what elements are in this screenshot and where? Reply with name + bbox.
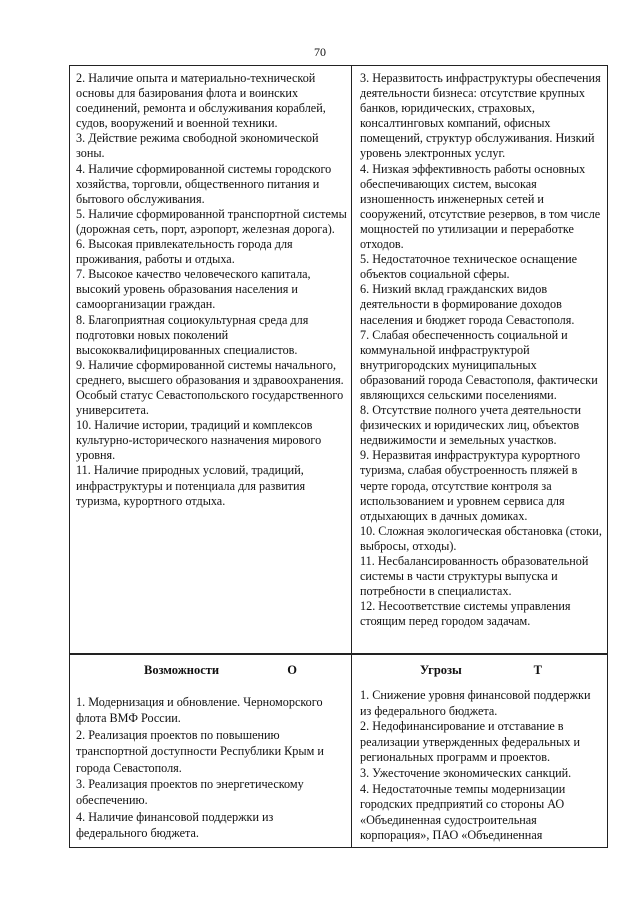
- strength-item: 6. Высокая привлекательность города для проживания, работы и отдыха.: [76, 237, 293, 267]
- strength-item: 9. Наличие сформированной системы начального, среднего, высшего образования и здравоохранения. Особый статус Севастопольского государственного университета.: [76, 357, 344, 418]
- swot-table: [69, 65, 608, 848]
- opportunities-cell: [70, 653, 352, 848]
- threat-item: 1. Снижение уровня финансовой поддержки из федерального бюджета.: [360, 688, 591, 718]
- weakness-item: 12. Несоответствие системы управления стоящим перед городом задачам.: [360, 599, 571, 629]
- opportunities-list: [70, 678, 351, 842]
- strength-item: 7. Высокое качество человеческого капитала, высокий уровень образования населения и самоорганизации граждан.: [76, 267, 311, 312]
- weakness-item: 6. Низкий вклад гражданских видов деятельности в формирование доходов населения и бюджет города Севастополя.: [360, 282, 575, 327]
- weakness-item: 3. Неразвитость инфраструктуры обеспечения деятельности бизнеса: отсутствие крупных банков, юридических, страховых, консалтинговых компаний, офисных помещений, структур обслуживания. Низкий уровень электронных услуг.: [360, 71, 601, 161]
- opportunities-header: [70, 655, 351, 678]
- strengths-cell: [70, 66, 352, 653]
- opportunity-item: 3. Реализация проектов по энергетическому обеспечению.: [76, 777, 304, 808]
- threats-letter: T: [533, 663, 542, 677]
- opportunity-item: 2. Реализация проектов по повышению транспортной доступности Республики Крым и города Севастополя.: [76, 727, 324, 775]
- strength-item: 11. Наличие природных условий, традиций, инфраструктуры и потенциала для развития туризма, курортного отдыха.: [76, 463, 306, 508]
- threat-item: 4. Недостаточные темпы модернизации городских предприятий со стороны АО «Объединенная судостроительная корпорация», ПАО «Объединенная: [360, 781, 566, 843]
- strength-item: 3. Действие режима свободной экономической зоны.: [76, 131, 319, 161]
- threats-list: [352, 678, 608, 844]
- weakness-item: 8. Отсутствие полного учета деятельности физических и юридических лиц, объектов недвижимости и земельных участков.: [360, 403, 582, 448]
- weakness-item: 7. Слабая обеспеченность социальной и коммунальной инфраструктурой внутригородских муниципальных образований города Севастополя, фактически являющихся сельскими поселениями.: [360, 327, 598, 402]
- strength-item: 10. Наличие истории, традиций и комплексов культурно-исторического назначения мирового уровня.: [76, 418, 322, 463]
- threats-title: Угрозы: [420, 663, 462, 677]
- page-number: 70: [314, 45, 326, 59]
- strength-item: 8. Благоприятная социокультурная среда для подготовки новых поколений высококвалифицированных специалистов.: [76, 312, 309, 357]
- weaknesses-cell: [352, 66, 608, 653]
- weakness-item: 11. Несбалансированность образовательной системы в части структуры выпуска и потребности в специалистах.: [360, 554, 589, 599]
- weakness-item: 9. Неразвитая инфраструктура курортного туризма, слабая обустроенность пляжей в черте города, отсутствие контроля за использованием и уровнем сервиса для отдыхающих в дачных домиках.: [360, 448, 581, 523]
- opportunity-item: 4. Наличие финансовой поддержки из федерального бюджета.: [76, 809, 274, 841]
- strengths-list: [70, 66, 351, 509]
- opportunities-letter: O: [287, 663, 297, 677]
- weakness-item: 4. Низкая эффективность работы основных обеспечивающих систем, высокая изношенность инженерных сетей и сооружений, отсутствие резервов, в том числе мощностей по утилизации и переработке отходов.: [360, 161, 601, 252]
- strength-item: 5. Наличие сформированной транспортной системы (дорожная сеть, порт, аэропорт, железная дорога).: [76, 206, 347, 236]
- weakness-item: 5. Недостаточное техническое оснащение объектов социальной сферы.: [360, 252, 578, 282]
- opportunities-title: Возможности: [144, 663, 220, 677]
- weakness-item: 10. Сложная экологическая обстановка (стоки, выбросы, отходы).: [360, 523, 602, 553]
- threat-item: 2. Недофинансирование и отставание в реализации утвержденных федеральных и региональных программ и проектов.: [360, 719, 580, 765]
- weaknesses-list: [352, 66, 608, 629]
- threat-item: 3. Ужесточение экономических санкций.: [360, 765, 572, 780]
- strength-item: 4. Наличие сформированной системы городского хозяйства, торговли, общественного питания и бытового обслуживания.: [76, 161, 332, 206]
- threats-cell: [352, 653, 608, 848]
- threats-header: [352, 655, 608, 678]
- strength-item: 2. Наличие опыта и материально-технической основы для базирования флота и воинских соединений, ремонта и обслуживания кораблей, судов, вооружений и военной техники.: [76, 71, 326, 131]
- opportunity-item: 1. Модернизация и обновление. Черноморского флота ВМФ России.: [76, 695, 323, 726]
